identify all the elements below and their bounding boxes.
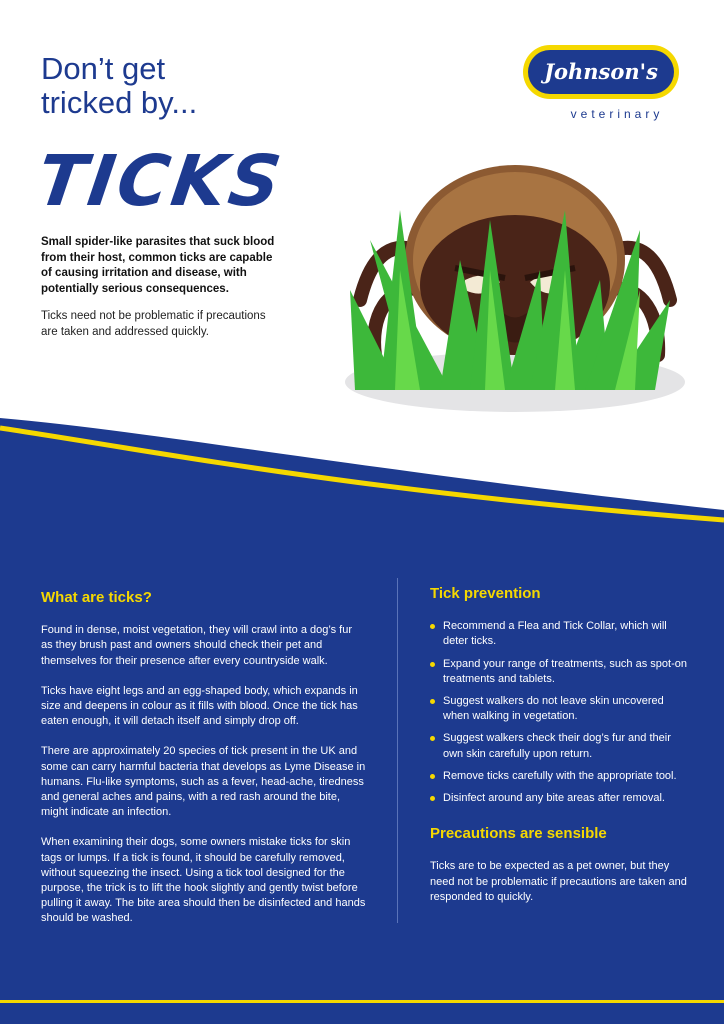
intro-plain-text: Ticks need not be problematic if precautions are taken and addressed quickly. bbox=[41, 310, 266, 338]
section-heading: What are ticks? bbox=[41, 589, 152, 606]
closing-paragraph: Ticks are to be expected as a pet owner, but they need not be problematic if precautions are taken and responded to quickly. bbox=[430, 860, 687, 903]
list-item-text: Suggest walkers check their dog’s fur and their own skin carefully upon return. bbox=[443, 732, 671, 760]
bullet-dot-icon bbox=[430, 796, 435, 801]
paragraph: Found in dense, moist vegetation, they will crawl into a dog’s fur as they brush past and owners should check their pet and themselves for their presence after every countryside walk. bbox=[41, 624, 353, 667]
list-item bbox=[430, 791, 690, 806]
bullet-dot-icon bbox=[430, 699, 435, 704]
tick-prevention-section bbox=[430, 586, 690, 905]
list-item-text: Expand your range of treatments, such as spot-on treatments and tablets. bbox=[443, 657, 687, 685]
johnsons-logo-badge bbox=[522, 44, 680, 100]
bullet-dot-icon bbox=[430, 736, 435, 741]
tick-illustration bbox=[340, 150, 690, 420]
logo-subtitle: veterinary bbox=[570, 107, 664, 121]
logo-brand-text: Johnson's bbox=[544, 59, 658, 84]
list-item-text: Recommend a Flea and Tick Collar, which will deter ticks. bbox=[443, 620, 667, 648]
footer-yellow-line bbox=[0, 1000, 724, 1003]
paragraph: There are approximately 20 species of tick present in the UK and some can carry harmful bacteria that develops as Lyme Disease in humans. Flu-like symptoms, such as a fever, head-ache, tiredness and general aches and pains, with a red rash around the bite, might indicate an infection. bbox=[41, 745, 366, 819]
list-item-text: Disinfect around any bite areas after removal. bbox=[443, 792, 665, 805]
list-item-text: Remove ticks carefully with the appropriate tool. bbox=[443, 769, 677, 782]
bullet-dot-icon bbox=[430, 662, 435, 667]
paragraph: When examining their dogs, some owners mistake ticks for skin tags or lumps. If a tick is found, it should be carefully removed, without squeezing the insect. Using a tick tool designed for the purpose, the trick is to lift the hook slightly and gently twist before pulling it away. The bite area should then be disinfected and hands should be washed. bbox=[41, 836, 366, 925]
list-item bbox=[430, 657, 690, 687]
section-heading: Tick prevention bbox=[430, 585, 541, 602]
bullet-dot-icon bbox=[430, 624, 435, 629]
list-item bbox=[430, 769, 690, 784]
prevention-list bbox=[430, 619, 690, 806]
list-item bbox=[430, 694, 690, 724]
list-item bbox=[430, 731, 690, 761]
paragraph: Ticks have eight legs and an egg-shaped body, which expands in size and deepens in colour as it fills with blood. Once the tick has eaten enough, it will detach itself and simply drop off. bbox=[41, 684, 358, 728]
intro-bold-text: Small spider-like parasites that suck blood from their host, common ticks are capable of causing irritation and disease, with potentially serious consequences. bbox=[41, 236, 275, 295]
column-divider bbox=[397, 578, 398, 923]
bullet-dot-icon bbox=[430, 774, 435, 779]
title-line-2: tricked by... bbox=[41, 85, 198, 120]
list-item bbox=[430, 619, 690, 649]
section-heading: Precautions are sensible bbox=[430, 825, 607, 843]
brand-logo bbox=[522, 44, 682, 121]
ticks-headline: TICKS bbox=[32, 140, 289, 222]
list-item-text: Suggest walkers do not leave skin uncovered when walking in vegetation. bbox=[443, 695, 664, 723]
page-title bbox=[41, 52, 197, 120]
what-are-ticks-section bbox=[41, 590, 366, 942]
title-line-1: Don’t get bbox=[41, 51, 166, 86]
